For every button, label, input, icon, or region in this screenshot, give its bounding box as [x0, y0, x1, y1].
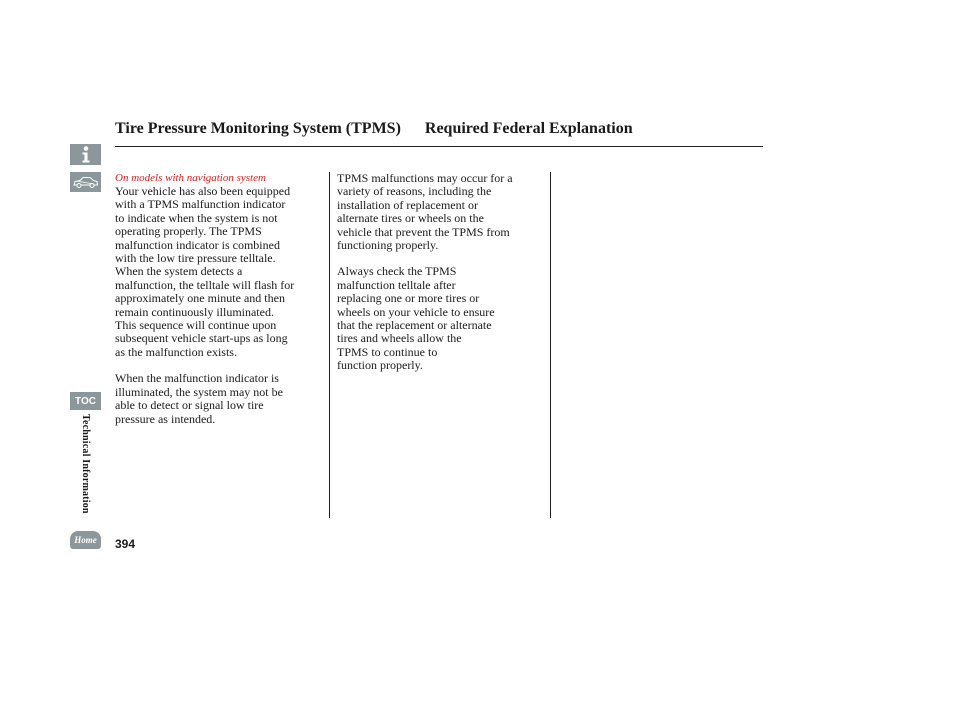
toc-button[interactable]	[70, 392, 101, 410]
toc-label: TOC	[75, 395, 96, 407]
paragraph: When the malfunction indicator is illuminated, the system may not be able to detect or signal low tire pressure as intended.	[115, 371, 283, 426]
home-button[interactable]	[70, 531, 101, 549]
home-label: Home	[74, 535, 97, 545]
paragraph: TPMS malfunctions may occur for a variety of reasons, including the installation of replacement or alternate tires or wheels on the vehicle that prevent the TPMS from functioning properly.	[337, 171, 513, 253]
title-rule	[115, 146, 763, 147]
paragraph: Always check the TPMS malfunction telltale after replacing one or more tires or wheels on your vehicle to ensure that the replacement or alternate tires and wheels allow the TPMS to continue to function properly.	[337, 264, 495, 373]
section-label: Technical Information	[80, 414, 91, 514]
column-2	[337, 172, 542, 386]
info-icon	[81, 146, 91, 163]
car-icon	[72, 175, 99, 189]
column-divider	[329, 172, 330, 518]
column-divider	[550, 172, 551, 518]
page-title: Tire Pressure Monitoring System (TPMS) Required Federal Explanation	[115, 120, 633, 137]
column-1	[115, 172, 325, 439]
navigation-note: On models with navigation system	[115, 172, 266, 184]
info-tab[interactable]	[70, 144, 101, 165]
page-number: 394	[115, 537, 136, 551]
paragraph: Your vehicle has also been equipped with a TPMS malfunction indicator to indicate when the system is not operating properly. The TPMS malfunction indicator is combined with the low tire pressure telltale. When the system detects a malfunction, the telltale will flash for approximately one minute and then remain continuously illuminated. This sequence will continue upon subsequent vehicle start-ups as long as the malfunction exists.	[115, 184, 295, 359]
vehicle-tab[interactable]	[70, 172, 101, 192]
